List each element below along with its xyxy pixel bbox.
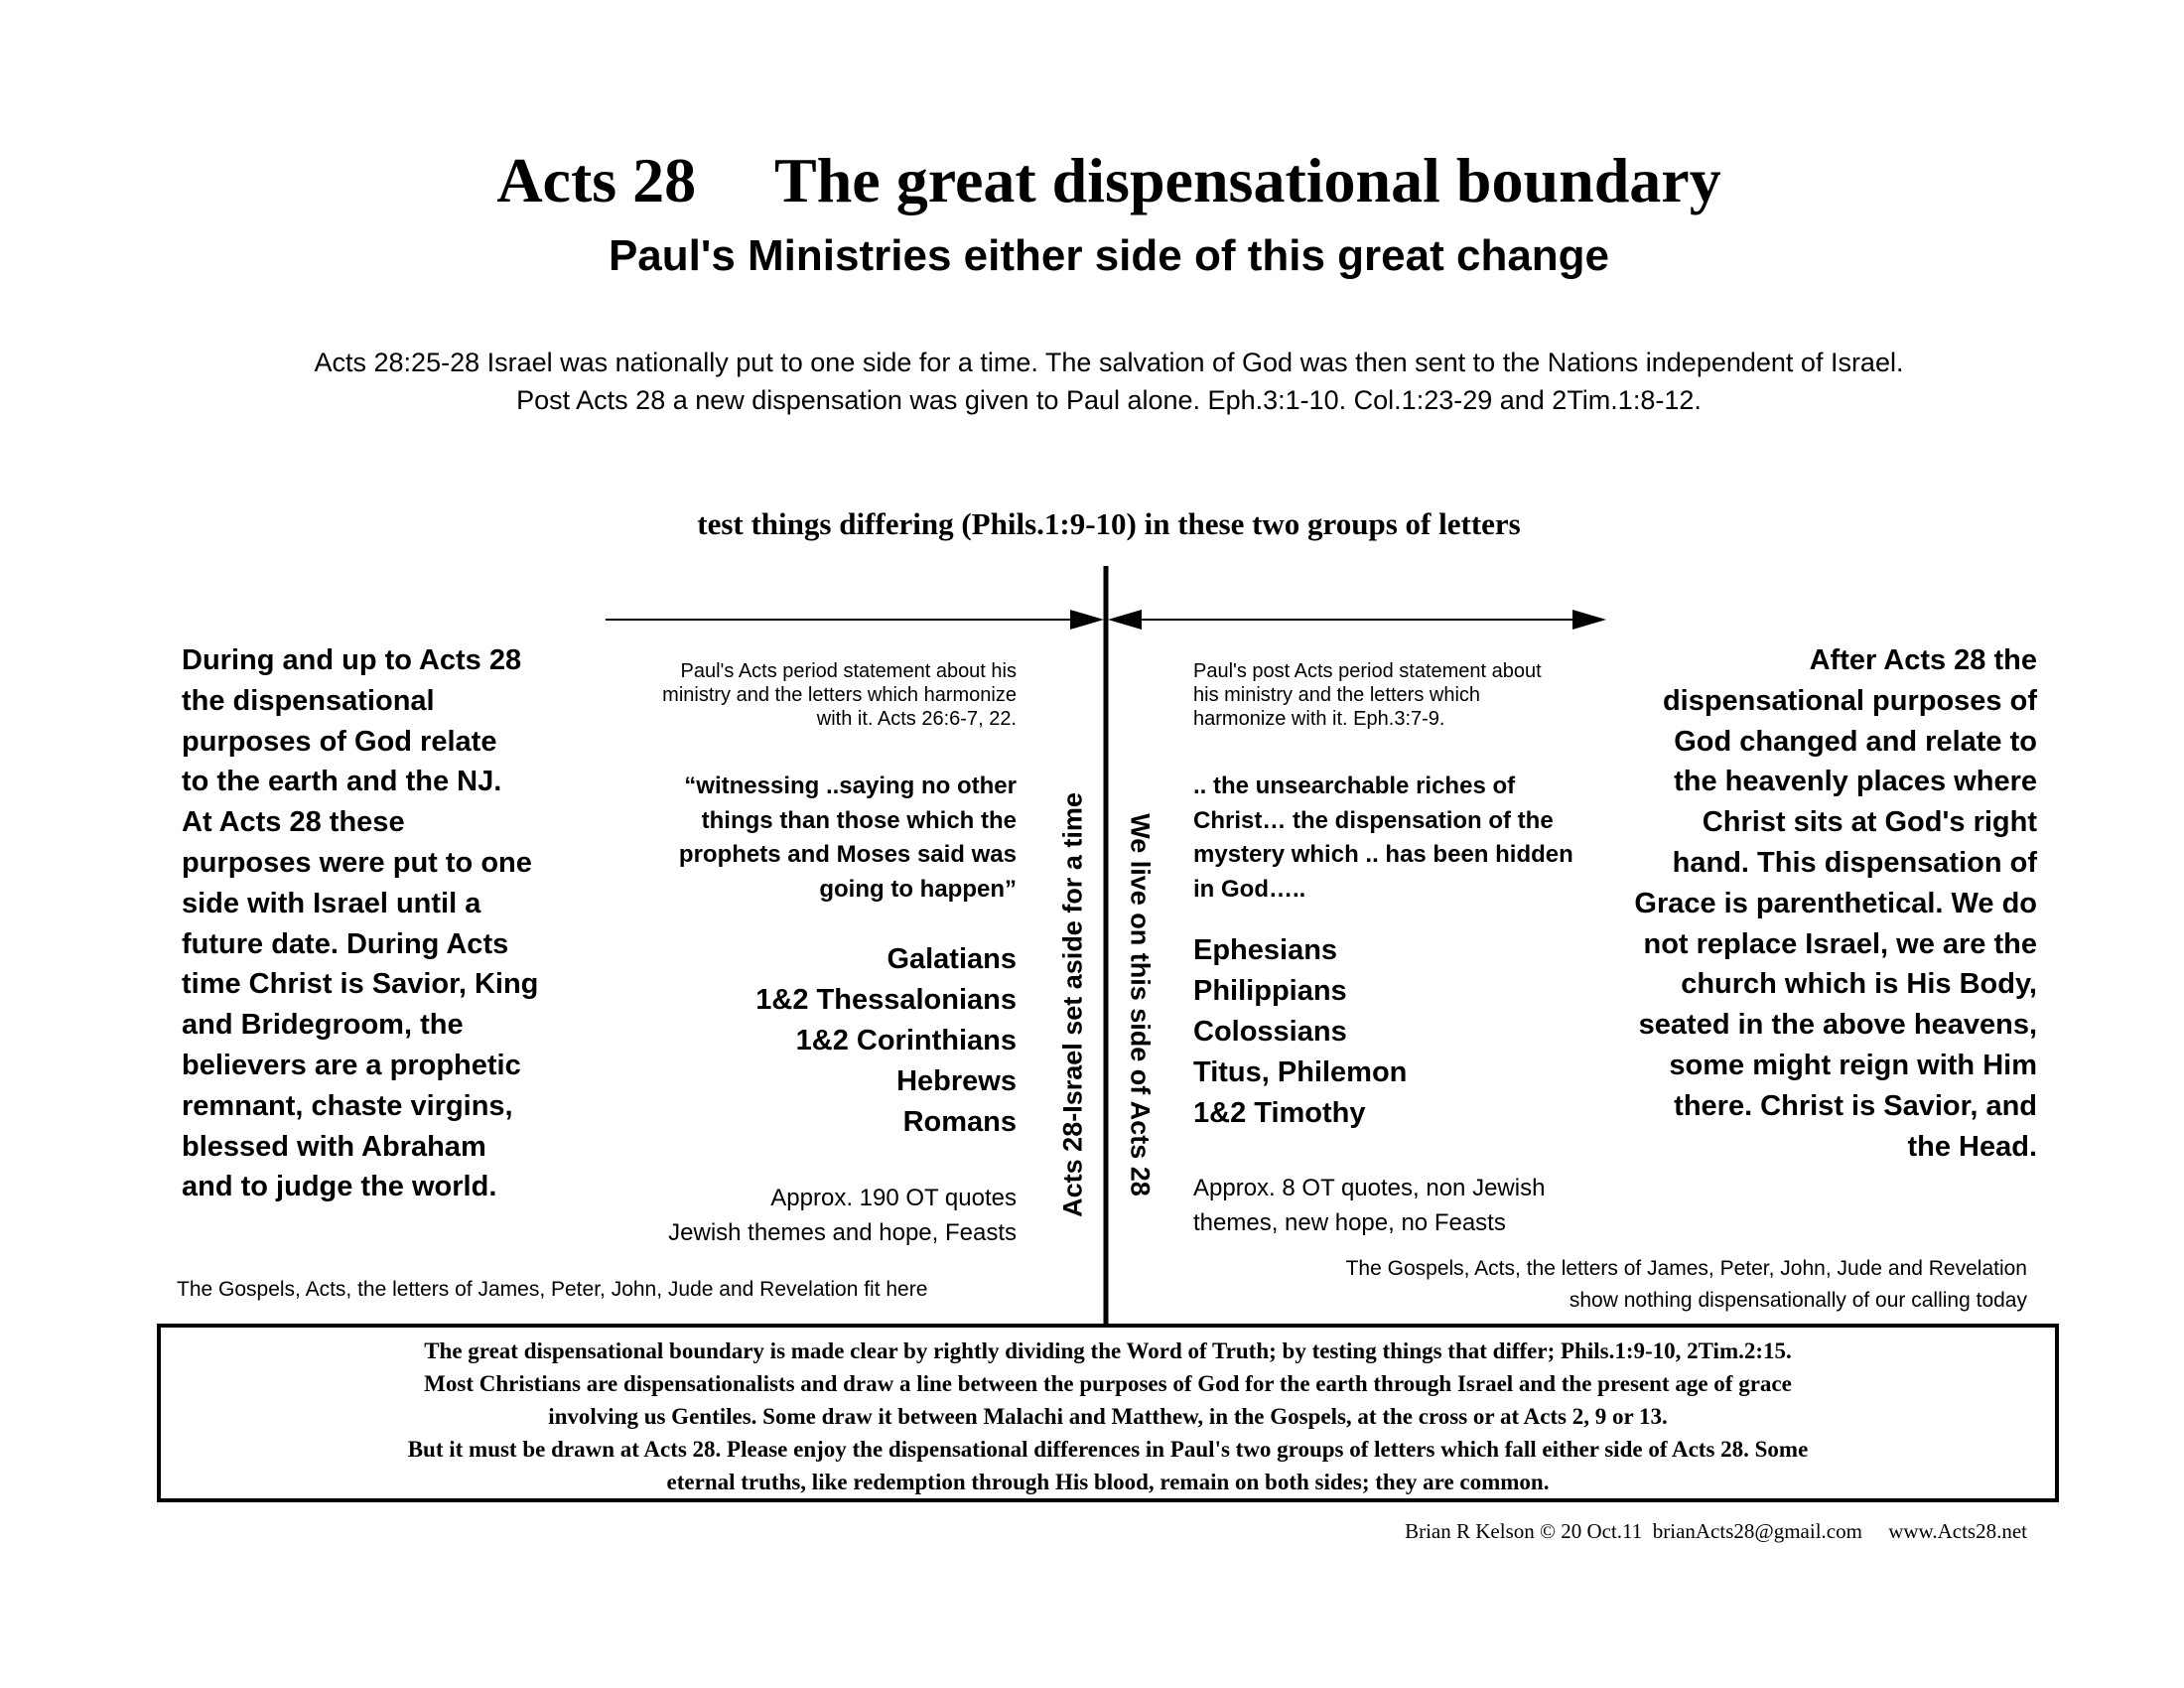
- right-description-line: God changed and relate to: [1674, 725, 2037, 758]
- left-description-line: time Christ is Savior, King: [182, 968, 539, 1001]
- right-description-line: church which is His Body,: [1681, 968, 2037, 1001]
- left-arrow-head: [1070, 610, 1104, 630]
- letter-item: 1&2 Timothy: [1193, 1097, 1366, 1129]
- right-ot-quotes-line: themes, new hope, no Feasts: [1193, 1208, 1506, 1236]
- left-ot-quotes: [556, 1182, 1017, 1250]
- right-description-line: seated in the above heavens,: [1638, 1009, 2037, 1042]
- page-title: Acts 28 The great dispensational boundary: [496, 145, 1721, 215]
- left-description-line: the dispensational: [182, 684, 435, 717]
- left-description-line: During and up to Acts 28: [182, 644, 522, 676]
- letter-item: 1&2 Thessalonians: [755, 984, 1017, 1016]
- page-subtitle: Paul's Ministries either side of this great change: [608, 231, 1610, 280]
- right-quote-line: Christ… the dispensation of the: [1193, 806, 1554, 834]
- right-statement-line: Paul's post Acts period statement about: [1193, 660, 1542, 682]
- letter-item: Ephesians: [1193, 934, 1338, 966]
- summary-line: involving us Gentiles. Some draw it between Malachi and Matthew, in the Gospels, at the cross or at Acts 2, 9 or 13.: [548, 1404, 1668, 1429]
- left-quote-line: prophets and Moses said was: [678, 841, 1017, 868]
- right-scripture-quote: [1193, 770, 1610, 907]
- right-note: [1251, 1253, 2027, 1317]
- right-ot-quotes: [1193, 1172, 1610, 1240]
- right-statement-line: harmonize with it. Eph.3:7-9.: [1193, 708, 1445, 730]
- right-arrow-tail-head: [1108, 610, 1142, 630]
- intro-line: Acts 28:25-28 Israel was nationally put to one side for a time. The salvation of God was then sent to the Nations independent of Israel.: [314, 348, 1904, 377]
- right-description-line: there. Christ is Savior, and: [1674, 1089, 2037, 1122]
- left-quote-line: things than those which the: [701, 806, 1017, 834]
- left-note: The Gospels, Acts, the letters of James, Peter, John, Jude and Revelation fit here: [177, 1278, 928, 1301]
- left-description-line: remnant, chaste virgins,: [182, 1089, 513, 1122]
- right-note-line: show nothing dispensationally of our calling today: [1569, 1289, 2027, 1312]
- letter-item: Titus, Philemon: [1193, 1056, 1408, 1088]
- right-quote-line: in God…..: [1193, 875, 1306, 903]
- left-description-line: and to judge the world.: [182, 1171, 497, 1203]
- left-statement-line: Paul's Acts period statement about his: [680, 660, 1017, 682]
- left-description-line: blessed with Abraham: [182, 1130, 486, 1163]
- left-description-line: side with Israel until a: [182, 887, 481, 919]
- summary-box: [157, 1324, 2059, 1502]
- left-quote-line: going to happen”: [819, 875, 1017, 903]
- footer-credit: Brian R Kelson © 20 Oct.11 brianActs28@gmail.com www.Acts28.net: [1405, 1519, 2027, 1543]
- right-description-line: the Head.: [1907, 1130, 2037, 1163]
- left-letters-list: [675, 939, 1017, 1143]
- right-quote-line: mystery which .. has been hidden: [1193, 841, 1573, 868]
- right-ot-quotes-line: Approx. 8 OT quotes, non Jewish: [1193, 1175, 1546, 1201]
- left-scripture-quote: [635, 770, 1017, 907]
- right-quote-line: .. the unsearchable riches of: [1193, 773, 1516, 799]
- left-description: [182, 640, 559, 1207]
- right-arrow-head: [1572, 610, 1606, 630]
- right-description-line: Grace is parenthetical. We do: [1634, 887, 2037, 919]
- left-description-line: and Bridegroom, the: [182, 1009, 464, 1042]
- letter-item: Hebrews: [896, 1065, 1017, 1097]
- left-description-line: purposes were put to one: [182, 846, 532, 879]
- left-description-line: to the earth and the NJ.: [182, 766, 502, 798]
- summary-line: The great dispensational boundary is made clear by rightly dividing the Word of Truth; by testing things that differ; Phils.1:9-10, 2Tim.2:15.: [424, 1338, 1792, 1363]
- right-description-line: dispensational purposes of: [1662, 684, 2037, 717]
- left-statement: [556, 659, 1017, 731]
- left-description-line: purposes of God relate: [182, 725, 497, 758]
- right-description-line: After Acts 28 the: [1809, 644, 2037, 676]
- summary-line: But it must be drawn at Acts 28. Please enjoy the dispensational differences in Paul's two groups of letters which fall either side of Acts 28. Some: [407, 1437, 1809, 1462]
- left-ot-quotes-line: Jewish themes and hope, Feasts: [668, 1218, 1017, 1246]
- letter-item: Galatians: [887, 943, 1017, 975]
- left-statement-line: with it. Acts 26:6-7, 22.: [816, 708, 1017, 730]
- letter-item: Romans: [902, 1106, 1017, 1138]
- right-description-line: some might reign with Him: [1669, 1049, 2037, 1081]
- right-description-line: not replace Israel, we are the: [1643, 927, 2037, 960]
- summary-line: Most Christians are dispensationalists and draw a line between the purposes of God for the earth through Israel and the present age of grace: [424, 1371, 1792, 1396]
- letter-item: Philippians: [1193, 975, 1347, 1007]
- left-description-line: future date. During Acts: [182, 927, 509, 960]
- right-letters-list: [1193, 930, 1610, 1134]
- test-heading: test things differing (Phils.1:9-10) in these two groups of letters: [697, 506, 1521, 541]
- right-description-line: hand. This dispensation of: [1672, 846, 2037, 879]
- right-statement: [1193, 659, 1610, 731]
- left-statement-line: ministry and the letters which harmonize: [662, 684, 1017, 706]
- right-statement-line: his ministry and the letters which: [1193, 684, 1481, 706]
- left-description-line: believers are a prophetic: [182, 1049, 521, 1081]
- left-ot-quotes-line: Approx. 190 OT quotes: [770, 1185, 1017, 1211]
- divider-label-right: We live on this side of Acts 28: [1125, 813, 1156, 1196]
- right-description-line: the heavenly places where: [1674, 766, 2037, 798]
- right-note-line: The Gospels, Acts, the letters of James, Peter, John, Jude and Revelation: [1345, 1257, 2027, 1280]
- summary-line: eternal truths, like redemption through His blood, remain on both sides; they are common.: [666, 1470, 1550, 1494]
- left-quote-line: “witnessing ..saying no other: [684, 773, 1017, 799]
- divider-label-left: Acts 28-Israel set aside for a time: [1057, 792, 1088, 1217]
- left-description-line: At Acts 28 these: [182, 806, 405, 839]
- right-description-line: Christ sits at God's right: [1702, 806, 2037, 839]
- intro-line: Post Acts 28 a new dispensation was given to Paul alone. Eph.3:1-10. Col.1:23-29 and 2Tim.1:8-12.: [516, 385, 1702, 415]
- letter-item: Colossians: [1193, 1016, 1347, 1048]
- letter-item: 1&2 Corinthians: [795, 1025, 1017, 1056]
- right-description: [1602, 640, 2037, 1167]
